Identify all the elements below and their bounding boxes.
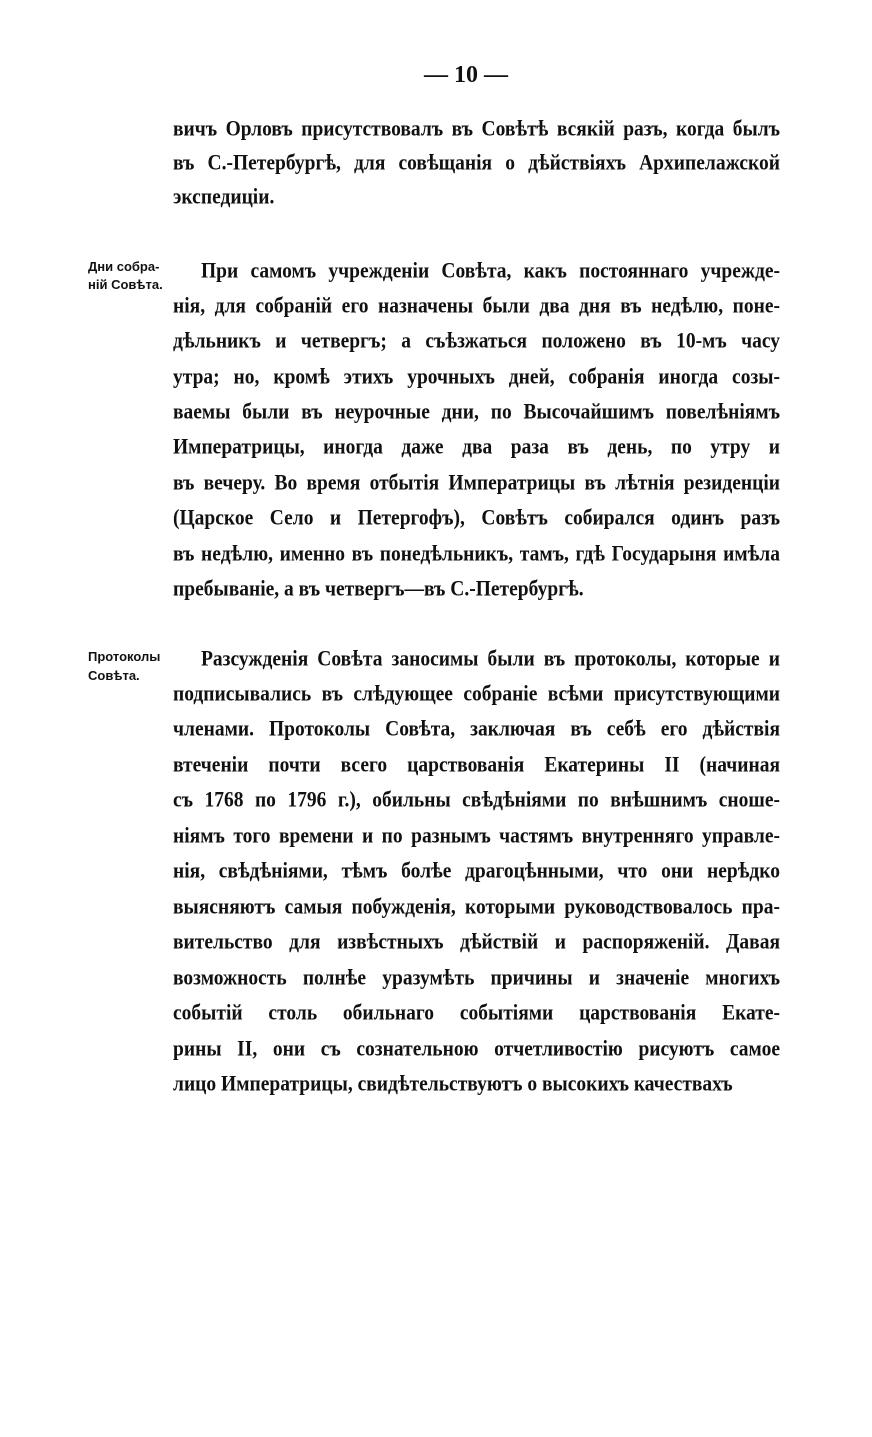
text-line: Разсужденія Совѣта заносимы были въ протоколы, которые и [201,647,780,672]
text-line: въ С.-Петербургѣ, для совѣщанія о дѣйствіяхъ Архипелажской [173,151,780,176]
text-line: нія, для собраній его назначены были два дня въ недѣлю, поне- [173,294,780,319]
margin-note: Совѣта. [88,668,140,683]
text-line: втеченіи почти всего царствованія Екатерины II (начиная [173,753,780,778]
text-line: вичъ Орловъ присутствовалъ въ Совѣтѣ всякій разъ, когда былъ [173,117,780,142]
text-line: дѣльникъ и четвергъ; а съѣзжаться положено въ 10-мъ часу [173,329,780,354]
text-line: возможность полнѣе уразумѣть причины и значеніе многихъ [173,966,780,991]
text-line: Императрицы, иногда даже два раза въ день, по утру и [173,435,780,460]
margin-note: Дни собра- [88,259,160,274]
text-line: рины II, они съ сознательною отчетливостію рисуютъ самое [173,1037,780,1062]
text-line: въ недѣлю, именно въ понедѣльникъ, тамъ, гдѣ Государыня имѣла [173,542,780,567]
text-line: событій столь обильнаго событіями царствованія Екате- [173,1001,780,1026]
text-line: съ 1768 по 1796 г.), обильны свѣдѣніями по внѣшнимъ сноше- [173,788,780,813]
text-line: нія, свѣдѣніями, тѣмъ болѣе драгоцѣнными, что они нерѣдко [173,859,780,884]
text-line: выясняютъ самыя побужденія, которыми руководствовалось пра- [173,895,780,920]
text-line: подписывались въ слѣдующее собраніе всѣми присутствующими [173,682,780,707]
text-line: пребываніе, а въ четвергъ—въ С.-Петербургѣ. [173,577,584,602]
margin-note: ній Совѣта. [88,277,163,292]
text-line: членами. Протоколы Совѣта, заключая въ себѣ его дѣйствія [173,717,780,742]
text-line: (Царское Село и Петергофъ), Совѣтъ собирался одинъ разъ [173,506,780,531]
page-number: — 10 — [424,62,508,88]
text-line: ваемы были въ неурочные дни, по Высочайшимъ повелѣніямъ [173,400,780,425]
text-line: экспедиціи. [173,185,275,210]
text-line: При самомъ учрежденіи Совѣта, какъ постояннаго учрежде- [201,259,780,284]
text-line: лицо Императрицы, свидѣтельствуютъ о высокихъ качествахъ [173,1072,733,1097]
text-line: вительство для извѣстныхъ дѣйствій и распоряженій. Давая [173,930,780,955]
margin-note: Протоколы [88,649,161,664]
text-line: ніямъ того времени и по разнымъ частямъ внутренняго управле- [173,824,780,849]
text-line: въ вечеру. Во время отбытія Императрицы въ лѣтнія резиденціи [173,471,780,496]
text-line: утра; но, кромѣ этихъ урочныхъ дней, собранія иногда созы- [173,365,780,390]
